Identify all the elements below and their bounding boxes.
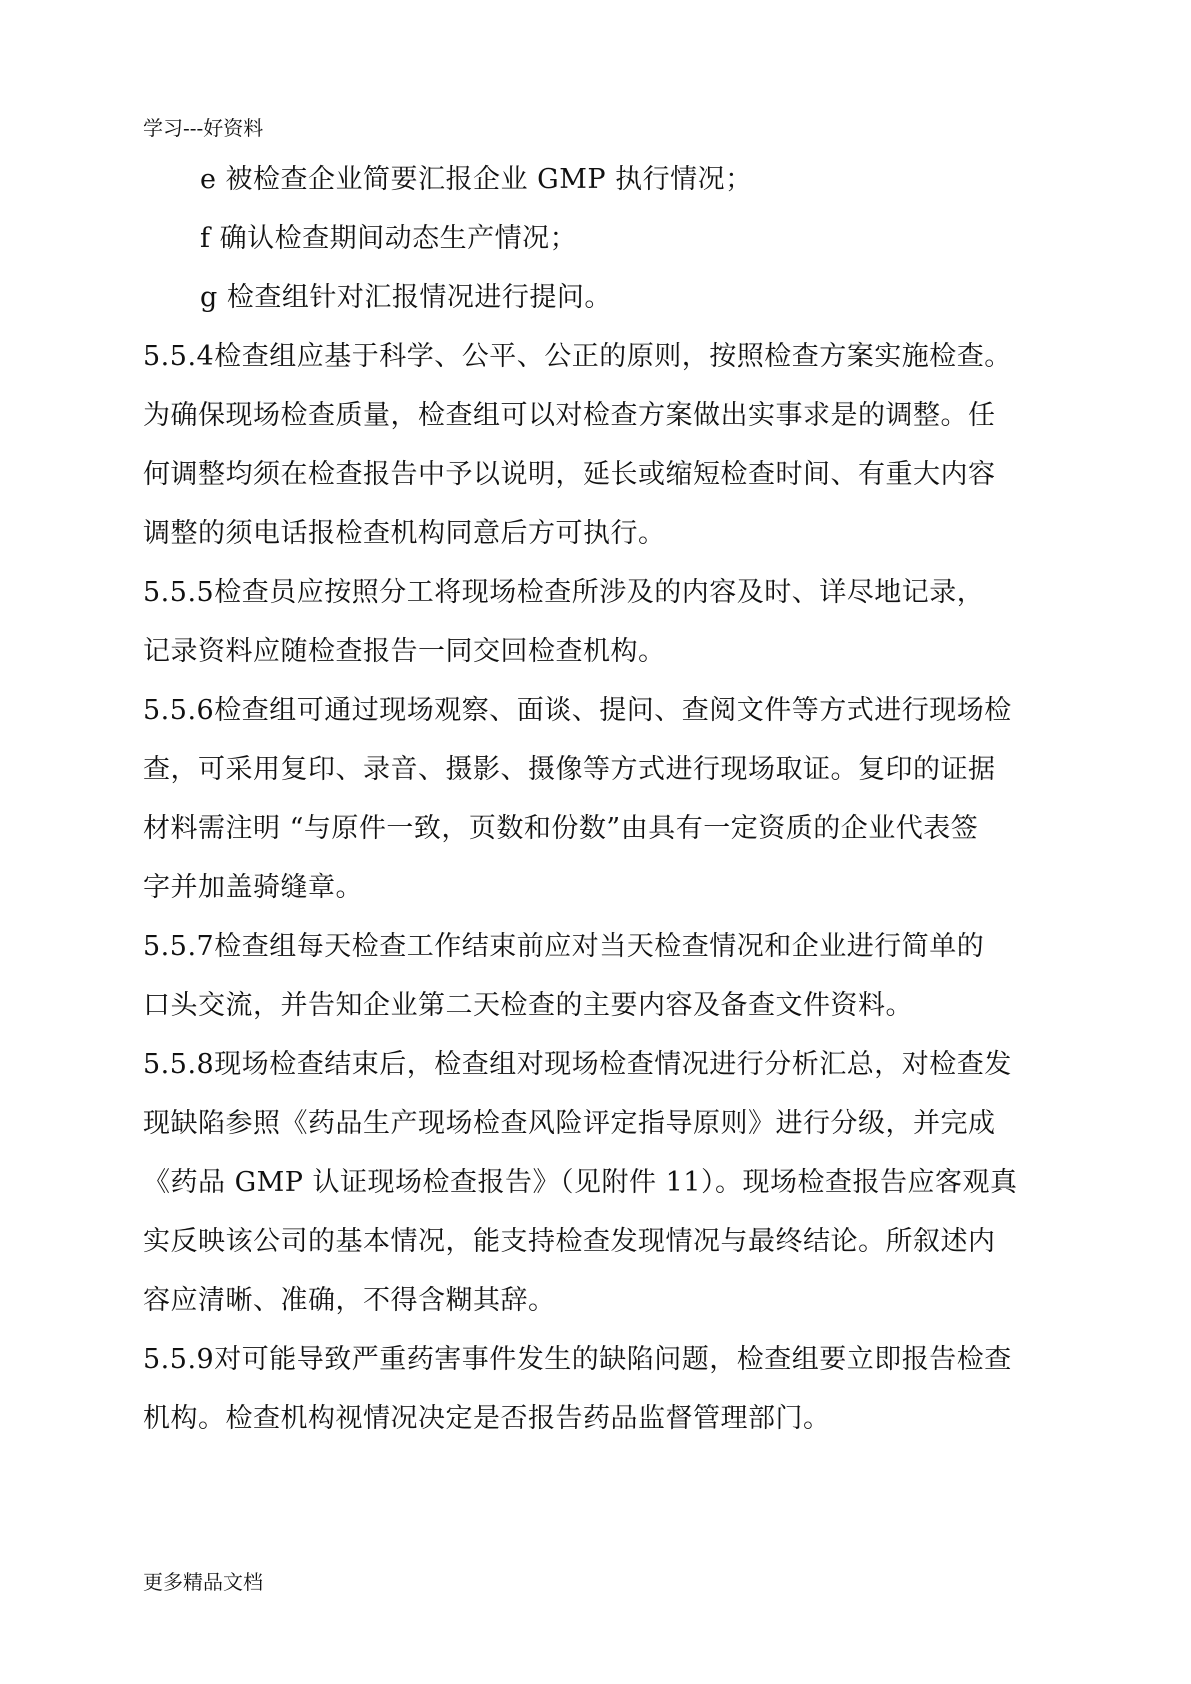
section-5-5-4-line-1: 5.5.4检查组应基于科学、公平、公正的原则，按照检查方案实施检查。 [143,341,1012,372]
section-5-5-7-line-2: 口头交流，并告知企业第二天检查的主要内容及备查文件资料。 [143,990,913,1021]
section-5-5-8-line-1: 5.5.8现场检查结束后，检查组对现场检查情况进行分析汇总，对检查发 [143,1049,1012,1080]
page-header: 学习---好资料 [143,116,264,140]
section-5-5-8-line-4: 实反映该公司的基本情况，能支持检查发现情况与最终结论。所叙述内 [143,1226,996,1257]
section-5-5-6-line-3: 材料需注明 “与原件一致，页数和份数”由具有一定资质的企业代表签 [143,813,979,844]
document-body [143,150,1063,1448]
section-5-5-8-line-2: 现缺陷参照《药品生产现场检查风险评定指导原则》进行分级，并完成 [143,1108,996,1139]
list-item-g: g 检查组针对汇报情况进行提问。 [200,282,612,313]
page-footer: 更多精品文档 [143,1570,263,1594]
section-5-5-7-line-1: 5.5.7检查组每天检查工作结束前应对当天检查情况和企业进行简单的 [143,931,985,962]
section-5-5-4-line-2: 为确保现场检查质量，检查组可以对检查方案做出实事求是的调整。任 [143,400,996,431]
list-item-e: e 被检查企业简要汇报企业 GMP 执行情况； [200,164,753,195]
section-5-5-8-line-5: 容应清晰、准确，不得含糊其辞。 [143,1285,556,1316]
section-5-5-4-line-3: 何调整均须在检查报告中予以说明，延长或缩短检查时间、有重大内容 [143,459,996,490]
section-5-5-4-line-4: 调整的须电话报检查机构同意后方可执行。 [143,518,666,549]
section-5-5-6-line-1: 5.5.6检查组可通过现场观察、面谈、提问、查阅文件等方式进行现场检 [143,695,1012,726]
section-5-5-6-line-2: 查，可采用复印、录音、摄影、摄像等方式进行现场取证。复印的证据 [143,754,996,785]
section-5-5-6-line-4: 字并加盖骑缝章。 [143,872,363,903]
section-5-5-5-line-1: 5.5.5检查员应按照分工将现场检查所涉及的内容及时、详尽地记录， [143,577,985,608]
section-5-5-8-line-3: 《药品 GMP 认证现场检查报告》（见附件 11）。现场检查报告应客观真 [143,1167,1018,1198]
section-5-5-9-line-2: 机构。检查机构视情况决定是否报告药品监督管理部门。 [143,1403,831,1434]
section-5-5-5-line-2: 记录资料应随检查报告一同交回检查机构。 [143,636,666,667]
list-item-f: f 确认检查期间动态生产情况； [200,223,578,254]
section-5-5-9-line-1: 5.5.9对可能导致严重药害事件发生的缺陷问题，检查组要立即报告检查 [143,1344,1012,1375]
